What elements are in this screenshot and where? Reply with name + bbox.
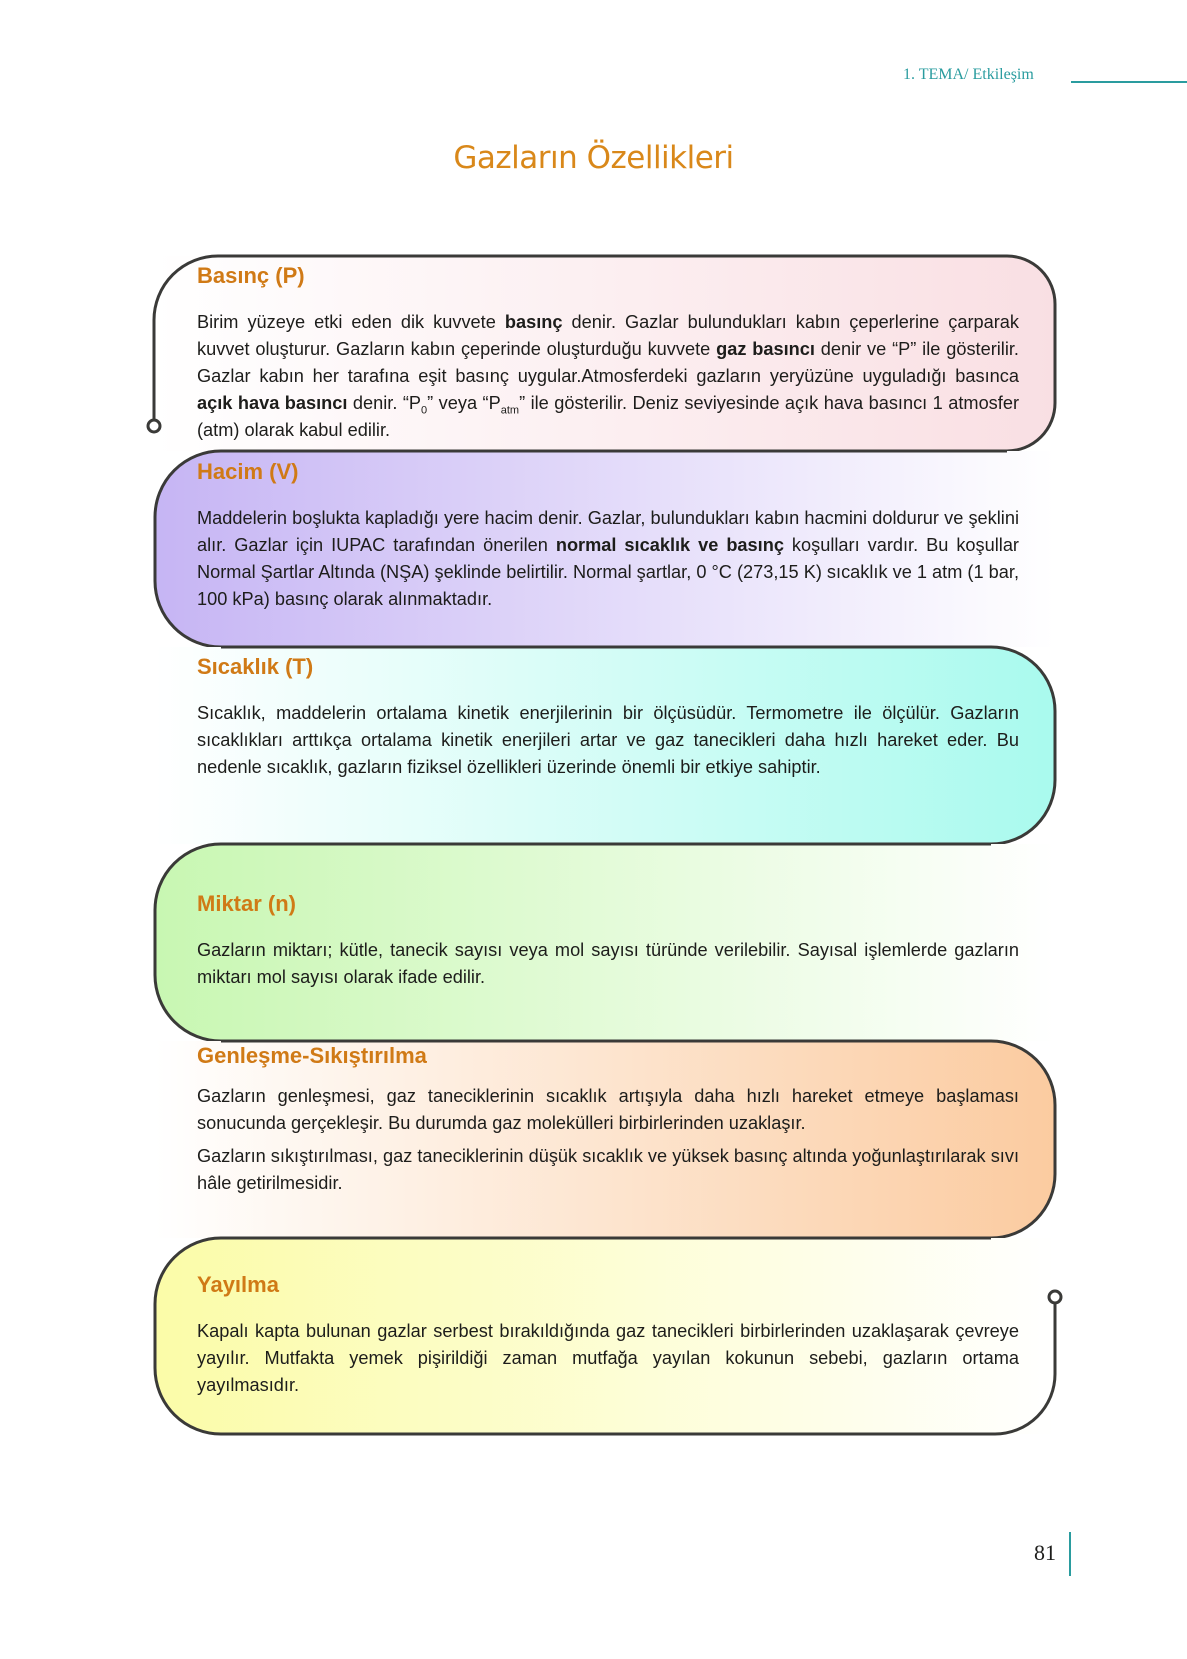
theme-label: 1. TEMA/ Etkileşim [903,66,1034,83]
volume-title: Hacim (V) [197,459,299,484]
volume-text: Maddelerin boşlukta kapladığı yere hacim denir. Gazlar, bulundukları kabın hacmini doldurur ve şeklini alır. Gazlar için IUPAC tarafından önerilen normal sıcaklık ve basınç koşulları vardır. Bu koşullar Normal Şartlar Altında (NŞA) şeklinde belirtilir. Normal şartlar, 0 °C (273,15 K) sıcaklık ve 1 atm (1 bar, 100 kPa) basınç olarak alınmaktadır. [197,508,1019,609]
temperature-title: Sıcaklık (T) [197,654,314,679]
expansion-text: Gazların genleşmesi, gaz taneciklerinin sıcaklık artışıyla daha hızlı hareket etmeye başlaması sonucunda gerçekleşir. Bu durumda gaz molekülleri birbirlerinden uzaklaşır. [197,1086,1019,1133]
page-title: Gazların Özellikleri [453,140,734,176]
section-amount [197,891,1019,991]
section-pressure [197,263,1019,444]
diffusion-title: Yayılma [197,1272,279,1297]
end-ring [1049,1291,1061,1303]
amount-text: Gazların miktarı; kütle, tanecik sayısı veya mol sayısı türünde verilebilir. Sayısal işlemlerde gazların miktarı mol sayısı olarak ifade edilir. [197,940,1019,987]
pressure-title: Basınç (P) [197,263,305,288]
start-ring [148,420,160,432]
section-temperature [197,654,1019,781]
pressure-text: Birim yüzeye etki eden dik kuvvete basınç denir. Gazlar bulundukları kabın çeperlerine çarparak kuvvet oluşturur. Gazların kabın çeperinde oluşturduğu kuvvete gaz basıncı denir ve “P” ile gösterilir. Gazlar kabın her tarafına eşit basınç uygular.Atmosferdeki gazların yeryüzüne uyguladığı basınca açık hava basıncı denir. “$P_0$” veya “$P_{atm}$” ile gösterilir. Deniz seviyesinde açık hava basıncı 1 atmosfer (atm) olarak kabul edilir. [197,312,1020,440]
page-number-rule [1069,1532,1071,1576]
amount-title: Miktar (n) [197,891,296,916]
section-expansion [197,1043,1019,1197]
section-volume [197,459,1019,613]
section-diffusion [197,1272,1019,1399]
expansion-title: Genleşme-Sıkıştırılma [197,1043,427,1068]
diffusion-text: Kapalı kapta bulunan gazlar serbest bırakıldığında gaz tanecikleri birbirlerinden uzaklaşarak çevreye yayılır. Mutfakta yemek pişirildiği zaman mutfağa yayılan kokunun sebebi, gazların ortama yayılmasıdır. [197,1321,1019,1395]
compression-text: Gazların sıkıştırılması, gaz taneciklerinin düşük sıcaklık ve yüksek basınç altında yoğunlaştırılarak sıvı hâle getirilmesidir. [197,1146,1019,1193]
page-number: 81 [1034,1540,1056,1565]
temperature-text: Sıcaklık, maddelerin ortalama kinetik enerjilerinin bir ölçüsüdür. Termometre ile ölçülür. Gazların sıcaklıkları arttıkça ortalama kinetik enerjileri artar ve gaz tanecikleri daha hızlı hareket eder. Bu nedenle sıcaklık, gazların fiziksel özellikleri üzerinde önemli bir etkiye sahiptir. [197,703,1019,777]
